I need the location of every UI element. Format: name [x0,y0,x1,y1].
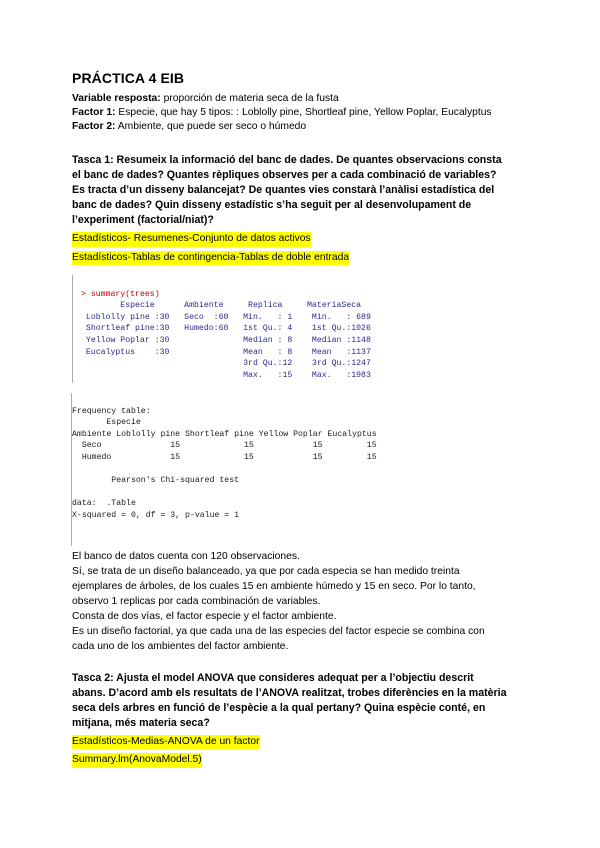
answer-line: Sí, se trata de un diseño balanceado, ya que por cada especia se han medido treinta [72,565,460,577]
response-variable-text: proporción de materia seca de la fusta [160,93,339,104]
freq-line: Humedo 15 15 15 15 [72,452,377,462]
task1-line: banc de dades? Quin disseny estadístic s’ha seguit per al desenvolupament de [72,199,472,211]
task1-line: l’experiment (factorial/niat)? [72,214,214,226]
answer-line: Es un diseño factorial, ya que cada una de las especies del factor especie se combina con [72,625,485,637]
task2-line: Tasca 2: Ajusta el model ANOVA que consideres adequat per a l’objectiu descrit [72,671,474,684]
task1-menu-path-summary: Estadísticos- Resumenes-Conjunto de datos activos [72,232,311,247]
task1-line: Tasca 1: Resumeix la informació del banc de dades. De quantes observacions consta [72,154,502,166]
answer-line: cada uno de los ambientes del factor ambiente. [72,640,289,652]
factor1-label: Factor 1: [72,107,116,118]
answer-line: El banco de datos cuenta con 120 observaciones. [72,550,300,562]
factor2-label: Factor 2: [72,121,116,132]
freq-line [72,464,532,476]
summary-row: Yellow Poplar :30 Median : 8 Median :1148 [81,335,371,345]
freq-line [72,487,532,499]
answer-line: ejemplares de árboles, de los cuales 15 en ambiente húmedo y 15 en seco. Por lo tanto, [72,580,476,592]
task2-question [72,671,532,731]
factor1-text: Especie, que hay 5 tipos: : Loblolly pine, Shortleaf pine, Yellow Poplar, Eucalyptus [115,107,492,118]
task2-menu-path-anova: Estadísticos-Medias-ANOVA de un factor [72,735,260,750]
task2-line: seca dels arbres en funció de l’espècie a la qual pertany? Quina espècie conté, en [72,701,486,714]
freq-line: Especie [72,418,141,428]
task2-menu-path-summary-lm: Summary.lm(AnovaModel.5) [72,753,202,768]
task1-question [72,153,532,228]
summary-output-block [72,275,532,383]
response-variable-line [72,92,532,106]
summary-row: Shortleaf pine:30 Humedo:60 1st Qu.: 4 1st Qu.:1026 [81,324,371,334]
freq-line: X-squared = 0, df = 3, p-value = 1 [72,510,240,520]
summary-row: 3rd Qu.:12 3rd Qu.:1247 [81,359,371,369]
frequency-table-block [71,393,532,546]
freq-line: Frequency table: [72,406,151,416]
summary-row: Eucalyptus :30 Mean : 8 Mean :1137 [81,347,371,357]
task1-menu-path-contingency: Estadísticos-Tablas de contingencia-Tablas de doble entrada [72,251,349,266]
summary-row: Max. :15 Max. :1983 [81,370,371,380]
summary-header: Especie Ambiente Replica MateriaSeca [81,301,362,311]
freq-line: data: .Table [72,499,136,509]
task1-line: el banc de dades? Quantes rèpliques observes per a cada combinació de variables? [72,169,497,181]
page-title: PRÁCTICA 4 EIB [72,70,185,86]
answer-line: Consta de dos vías, el factor especie y el factor ambiente. [72,610,337,622]
answer-line: observo 1 replicas por cada combinación de variables. [72,595,321,607]
task2-line: abans. D’acord amb els resultats de l’ANOVA realitzat, trobes diferències en la matèria [72,686,507,699]
document-page [72,70,532,768]
freq-line: Seco 15 15 15 15 [72,441,377,451]
freq-line: Pearson's Chi-squared test [72,476,240,486]
task1-line: Es tracta d’un disseny balancejat? De quantes vies constarà l’anàlisi estadística del [72,184,495,196]
factor2-line [72,120,532,134]
summary-row: Loblolly pine :30 Seco :60 Min. : 1 Min. : 689 [81,312,371,322]
response-variable-label: Variable resposta: [72,93,161,104]
task1-answer [72,549,532,654]
task2-line: mitjana, més materia seca? [72,716,210,729]
factor2-text: Ambiente, que puede ser seco o húmedo [115,121,307,132]
summary-command: > summary(trees) [81,289,160,299]
freq-line: Ambiente Loblolly pine Shortleaf pine Yellow Poplar Eucalyptus [72,429,377,439]
factor1-line [72,106,532,120]
